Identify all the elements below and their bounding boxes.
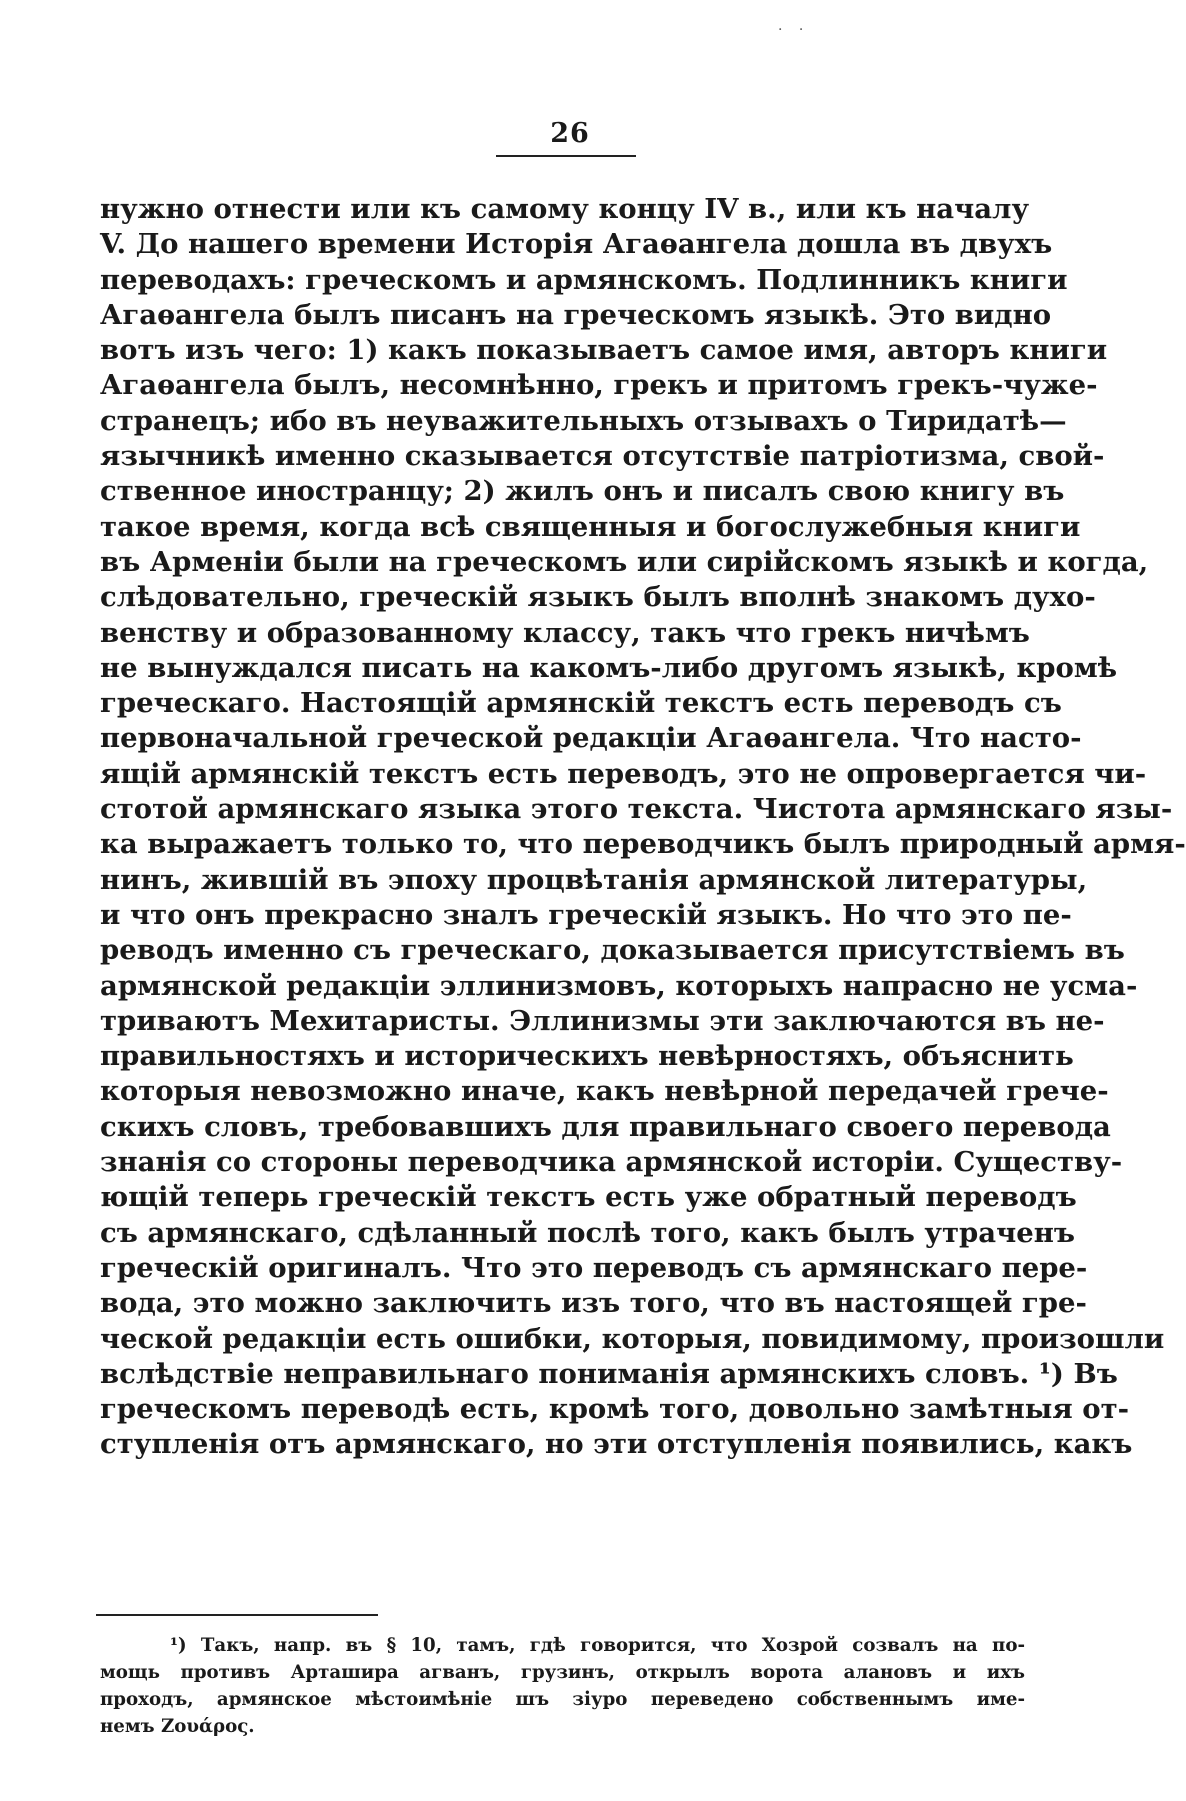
body-line: Агаѳангела былъ, несомнѣнно, грекъ и притомъ грекъ-чуже- bbox=[100, 369, 1098, 402]
body-line: съ армянскаго, сдѣланный послѣ того, какъ былъ утраченъ bbox=[100, 1216, 1075, 1249]
page-number: 26 bbox=[550, 118, 590, 149]
body-line: язычникѣ именно сказывается отсутствіе патріотизма, свой- bbox=[100, 440, 1105, 473]
body-line: армянской редакціи эллинизмовъ, которыхъ напрасно не усма- bbox=[100, 969, 1138, 1002]
body-line: стотой армянскаго языка этого текста. Чистота армянскаго язы- bbox=[100, 793, 1173, 826]
footnotes bbox=[100, 1632, 1025, 1740]
page-corner-marks: · · bbox=[778, 22, 810, 38]
body-line: вода, это можно заключить изъ того, что въ настоящей гре- bbox=[100, 1287, 1087, 1320]
page-number-rule bbox=[496, 155, 636, 157]
body-line: реводъ именно съ греческаго, доказывается присутствіемъ въ bbox=[100, 934, 1125, 967]
body-line: ческой редакціи есть ошибки, которыя, повидимому, произошли bbox=[100, 1322, 1165, 1355]
body-line: вслѣдствіе неправильнаго пониманія армянскихъ словъ. ¹) Въ bbox=[100, 1357, 1118, 1390]
footnote-rule bbox=[96, 1614, 378, 1616]
body-line: скихъ словъ, требовавшихъ для правильнаго своего перевода bbox=[100, 1110, 1111, 1143]
body-line: правильностяхъ и историческихъ невѣрностяхъ, объяснить bbox=[100, 1040, 1074, 1073]
body-line: и что онъ прекрасно зналъ греческій языкъ. Но что это пе- bbox=[100, 898, 1072, 931]
body-line: греческій оригиналъ. Что это переводъ съ армянскаго пере- bbox=[100, 1251, 1088, 1284]
body-line: ющій теперь греческій текстъ есть уже обратный переводъ bbox=[100, 1181, 1077, 1214]
body-line: нинъ, жившій въ эпоху процвѣтанія армянской литературы, bbox=[100, 863, 1088, 896]
body-line: въ Арменіи были на греческомъ или сирійскомъ языкѣ и когда, bbox=[100, 545, 1149, 578]
body-line: ственное иностранцу; 2) жилъ онъ и писалъ свою книгу въ bbox=[100, 475, 1065, 508]
body-line: не вынуждался писать на какомъ-либо другомъ языкѣ, кромѣ bbox=[100, 651, 1118, 684]
body-line: V. До нашего времени Исторія Агаѳангела дошла въ двухъ bbox=[100, 228, 1053, 261]
body-line: нужно отнести или къ самому концу IV в., или къ началу bbox=[100, 193, 1030, 225]
body-line: греческомъ переводѣ есть, кромѣ того, довольно замѣтныя от- bbox=[100, 1393, 1130, 1426]
body-line: ступленія отъ армянскаго, но эти отступленія появились, какъ bbox=[100, 1428, 1133, 1461]
body-line: ящій армянскій текстъ есть переводъ, это не опровергается чи- bbox=[100, 757, 1147, 790]
body-line: ка выражаетъ только то, что переводчикъ былъ природный армя- bbox=[100, 828, 1186, 861]
body-line: вотъ изъ чего: 1) какъ показываетъ самое имя, авторъ книги bbox=[100, 334, 1108, 367]
body-line: слѣдовательно, греческій языкъ былъ вполнѣ знакомъ духо- bbox=[100, 581, 1096, 614]
body-line: Агаѳангела былъ писанъ на греческомъ языкѣ. Это видно bbox=[100, 298, 1052, 331]
body-line: триваютъ Мехитаристы. Эллинизмы эти заключаются въ не- bbox=[100, 1004, 1105, 1037]
footnote-line: проходъ, армянское мѣстоимѣніе шъ зіуро переведено собственнымъ име- bbox=[100, 1689, 1025, 1710]
body-line: странецъ; ибо въ неуважительныхъ отзывахъ о Тиридатѣ— bbox=[100, 404, 1067, 437]
footnote-line: немъ Ζουάρος. bbox=[100, 1716, 255, 1737]
body-line: венству и образованному классу, такъ что грекъ ничѣмъ bbox=[100, 616, 1030, 649]
body-line: переводахъ: греческомъ и армянскомъ. Подлинникъ книги bbox=[100, 263, 1068, 296]
body-line: первоначальной греческой редакціи Агаѳангела. Что насто- bbox=[100, 722, 1082, 755]
body-line: знанія со стороны переводчика армянской исторіи. Существу- bbox=[100, 1146, 1123, 1179]
body-line: которыя невозможно иначе, какъ невѣрной передачей грече- bbox=[100, 1075, 1109, 1108]
body-text bbox=[100, 192, 1186, 1463]
footnote-line: мощь противъ Арташира агванъ, грузинъ, открылъ ворота алановъ и ихъ bbox=[100, 1662, 1025, 1683]
body-line: греческаго. Настоящій армянскій текстъ есть переводъ съ bbox=[100, 687, 1062, 720]
footnote-line: ¹) Такъ, напр. въ § 10, тамъ, гдѣ говорится, что Хозрой созвалъ на по- bbox=[170, 1635, 1025, 1656]
body-line: такое время, когда всѣ священныя и богослужебныя книги bbox=[100, 510, 1081, 543]
